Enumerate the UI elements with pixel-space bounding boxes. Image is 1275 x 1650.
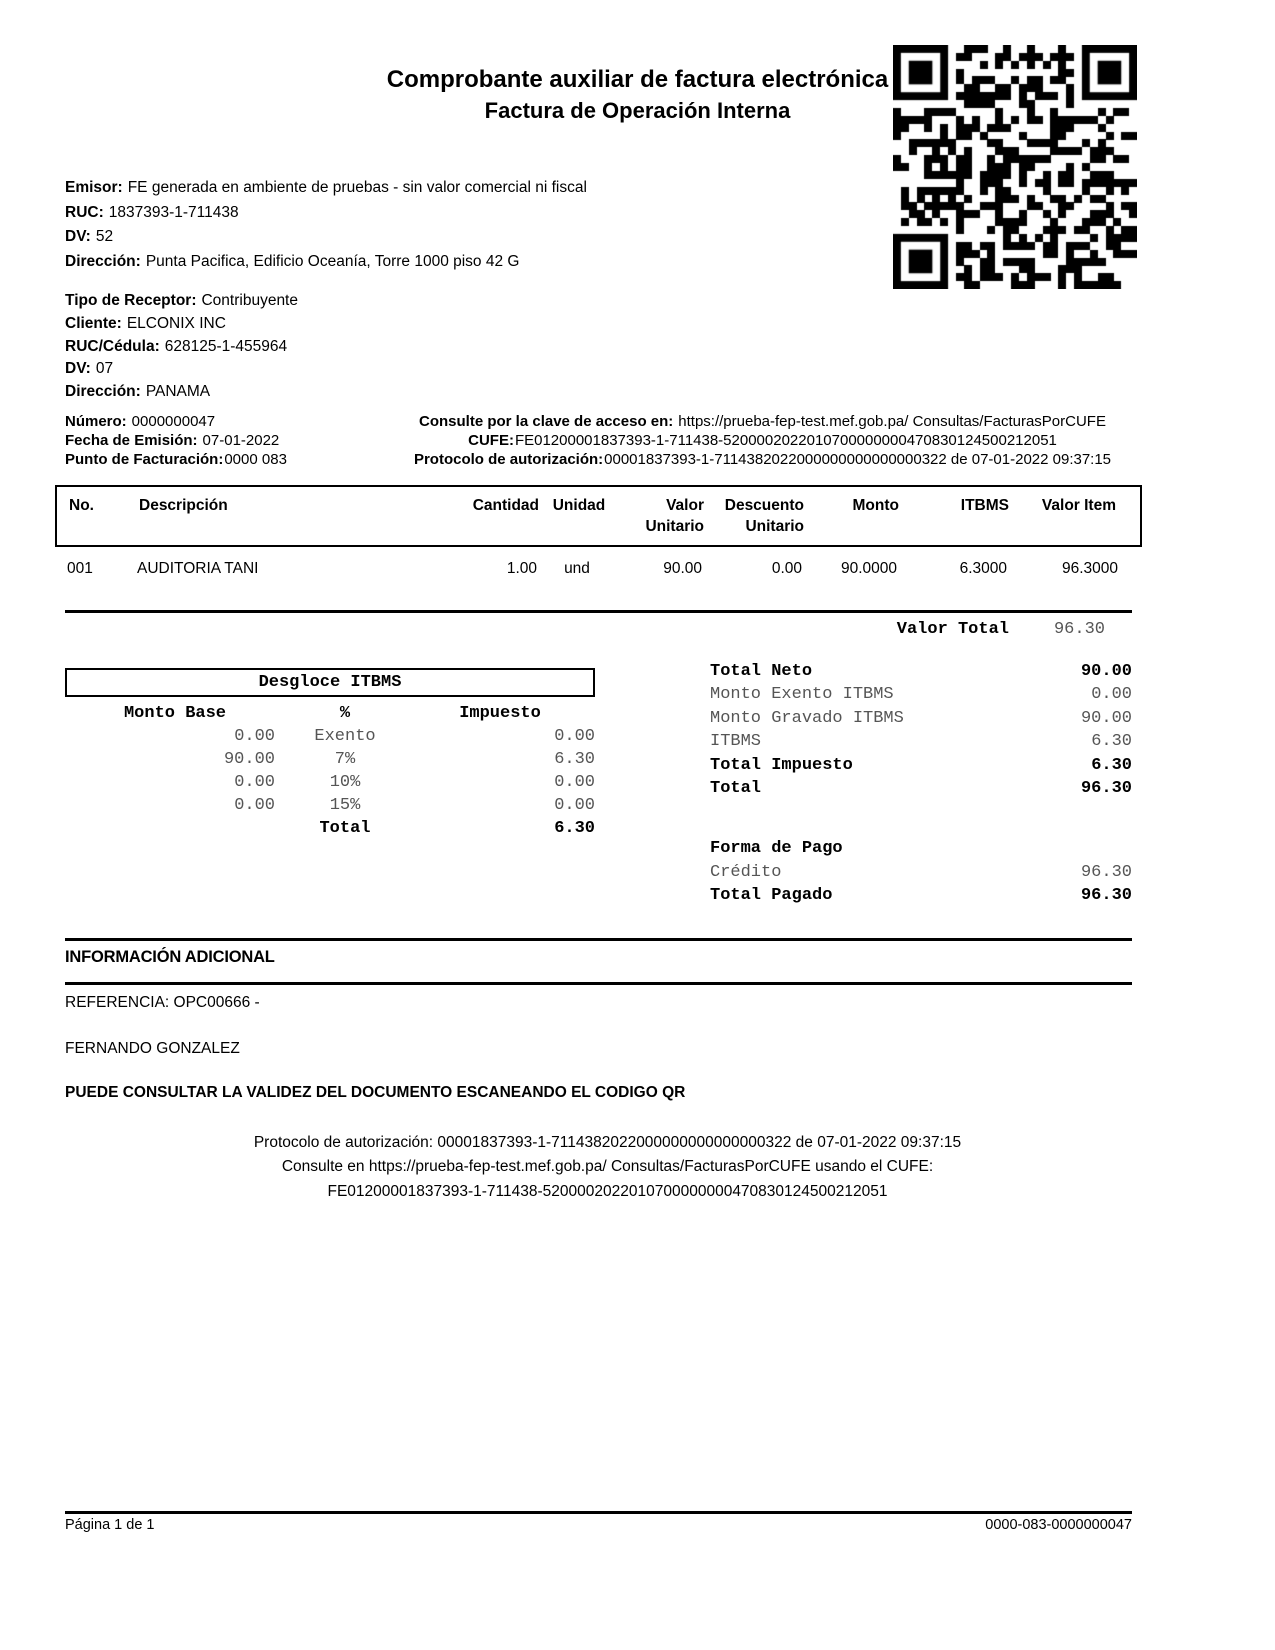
page-number: Página 1 de 1 [65, 1517, 155, 1533]
total-neto-value: 90.00 [1080, 662, 1132, 681]
emisor-line [65, 176, 587, 201]
itbms-row-exento [65, 725, 595, 748]
total-value: 96.30 [1080, 779, 1132, 799]
total-pagado-value: 96.30 [1080, 886, 1132, 906]
cell-monto: 90.0000 [840, 560, 897, 577]
items-table-header [55, 485, 1142, 547]
cufe-label: CUFE: [468, 431, 514, 449]
numero-label: Número: [65, 413, 127, 430]
punto-facturacion-label: Punto de Facturación: [65, 450, 224, 468]
invoice-meta [65, 413, 1145, 469]
totals-block [710, 660, 1132, 908]
itbms-amount-value: 6.30 [1091, 732, 1132, 752]
itbms-amount-label: ITBMS [710, 732, 762, 752]
emisor-direccion-line [65, 250, 587, 275]
total-neto-label: Total Neto [710, 662, 813, 681]
cufe-value: FE01200001837393-1-711438-5200002022010700000000470830124500212051 [514, 431, 1057, 449]
receptor-dv-label: DV: [65, 360, 91, 378]
consulta-line [380, 413, 1145, 432]
r7-pct: 7% [334, 750, 356, 769]
forma-de-pago-header [710, 837, 1132, 860]
header-no: No. [69, 497, 94, 514]
receptor-direccion-line [65, 381, 298, 404]
emisor-dv-line [65, 225, 587, 250]
itbms-row-10 [65, 771, 595, 794]
table-row [55, 560, 1142, 578]
header-unidad: Unidad [552, 497, 606, 514]
cell-cantidad: 1.00 [506, 560, 537, 577]
fecha-emision-label: Fecha de Emisión: [65, 431, 198, 449]
divider-info-bottom [65, 982, 1132, 985]
total-neto-row [710, 660, 1132, 683]
dv-label: DV: [65, 228, 91, 245]
consulta-footer-line: Consulte en https://prueba-fep-test.mef.gob.pa/ Consultas/FacturasPorCUFE usando el CUFE: [281, 1158, 934, 1176]
tipo-receptor-label: Tipo de Receptor: [65, 292, 197, 309]
monto-gravado-row [710, 707, 1132, 730]
cell-descripcion: AUDITORIA TANI [137, 560, 259, 577]
itbms-row-7 [65, 748, 595, 771]
consultation-block [65, 1131, 1150, 1204]
receptor-direccion-label: Dirección: [65, 383, 141, 401]
totals-spacer [710, 800, 1132, 837]
ruc-value: 1837393-1-711438 [108, 203, 239, 221]
header-itbms: ITBMS [960, 497, 1009, 514]
total-impuesto-label: Total Impuesto [710, 755, 853, 775]
r15-pct: 15% [329, 796, 361, 815]
total-impuesto-value: 6.30 [1091, 755, 1132, 775]
header-cantidad: Cantidad [472, 497, 539, 514]
punto-facturacion-value: 0000 083 [224, 450, 287, 468]
referencia-line: REFERENCIA: OPC00666 - [65, 994, 260, 1011]
receptor-block [65, 290, 298, 404]
emisor-ruc-line [65, 201, 587, 226]
header-descuento-unitario: Descuento Unitario [724, 497, 804, 535]
exento-base: 0.00 [234, 727, 275, 746]
divider-items [65, 610, 1132, 613]
credito-row [710, 861, 1132, 884]
monto-exento-value: 0.00 [1091, 685, 1132, 705]
total-row [710, 777, 1132, 800]
cell-valor-unitario: 90.00 [663, 560, 702, 577]
receptor-dv-value: 07 [95, 360, 114, 378]
divider-info-top [65, 938, 1132, 941]
credito-label: Crédito [710, 862, 782, 882]
receptor-ruc-line [65, 336, 298, 359]
itbms-total-value: 6.30 [554, 819, 595, 838]
cell-descuento-unitario: 0.00 [771, 560, 802, 577]
divider-footer [65, 1511, 1132, 1514]
r7-base: 90.00 [223, 750, 275, 769]
numero-line [65, 413, 380, 432]
itbms-row-15 [65, 794, 595, 817]
direccion-label: Dirección: [65, 252, 141, 270]
header-valor-unitario: Valor Unitario [645, 497, 704, 535]
ruc-label: RUC: [65, 203, 104, 221]
emisor-label: Emisor: [65, 179, 123, 196]
r10-impuesto: 0.00 [554, 773, 595, 792]
emisor-block [65, 176, 587, 274]
title-line2: Factura de Operación Interna [484, 98, 791, 123]
customer-name: FERNANDO GONZALEZ [65, 1040, 240, 1057]
monto-exento-row [710, 683, 1132, 706]
total-label: Total [710, 779, 762, 799]
cell-no: 001 [67, 560, 93, 577]
protocolo-footer-line: Protocolo de autorización: 00001837393-1-7114382022000000000000000322 de 07-01-2022 09:37:15 [253, 1134, 962, 1151]
total-pagado-row [710, 884, 1132, 907]
fecha-line [65, 432, 380, 451]
exento-impuesto: 0.00 [554, 727, 595, 746]
receptor-cliente-line [65, 313, 298, 336]
cufe-footer-line: FE01200001837393-1-711438-5200002022010700000000470830124500212051 [327, 1182, 888, 1200]
cell-unidad: und [564, 560, 590, 577]
consulta-url: https://prueba-fep-test.mef.gob.pa/ Consultas/FacturasPorCUFE [678, 413, 1106, 430]
valor-total-line [65, 620, 1105, 639]
protocolo-label: Protocolo de autorización: [413, 450, 604, 468]
document-number: 0000-083-0000000047 [985, 1517, 1132, 1533]
valor-total-label: Valor Total [896, 620, 1009, 639]
cliente-label: Cliente: [65, 314, 122, 332]
header-monto: Monto [852, 497, 899, 514]
col-impuesto: Impuesto [459, 704, 541, 723]
header-descripcion: Descripción [139, 497, 228, 514]
ruc-cedula-value: 628125-1-455964 [164, 337, 288, 355]
cufe-line [380, 432, 1145, 451]
receptor-dv-line [65, 358, 298, 381]
tipo-receptor-value: Contribuyente [201, 292, 298, 309]
cliente-value: ELCONIX INC [126, 314, 226, 332]
itbms-total-row [65, 817, 595, 840]
title-line1: Comprobante auxiliar de factura electrónica [386, 66, 889, 93]
direccion-value: Punta Pacifica, Edificio Oceanía, Torre 1000 piso 42 G [145, 252, 520, 270]
page-footer [65, 1517, 1132, 1533]
itbms-breakdown [65, 668, 595, 840]
r10-pct: 10% [329, 773, 361, 792]
dv-value: 52 [95, 228, 114, 245]
invoice-meta-right [380, 413, 1145, 469]
protocolo-line [380, 451, 1145, 470]
total-pagado-label: Total Pagado [710, 886, 833, 906]
protocolo-value: 00001837393-1-7114382022000000000000000322 de 07-01-2022 09:37:15 [604, 450, 1112, 468]
valor-total-value: 96.30 [1053, 620, 1105, 639]
cell-itbms: 6.3000 [959, 560, 1007, 577]
receptor-tipo-line [65, 290, 298, 313]
cell-valor-item: 96.3000 [1061, 560, 1118, 577]
col-monto-base: Monto Base [123, 704, 227, 723]
itbms-total-label: Total [319, 819, 371, 838]
punto-line [65, 451, 380, 470]
consulta-label: Consulte por la clave de acceso en: [419, 413, 674, 430]
credito-value: 96.30 [1080, 862, 1132, 882]
exento-pct: Exento [314, 727, 376, 746]
emisor-value: FE generada en ambiente de pruebas - sin valor comercial ni fiscal [127, 179, 587, 196]
itbms-breakdown-header [65, 702, 595, 725]
itbms-breakdown-title: Desgloce ITBMS [65, 668, 595, 697]
monto-exento-label: Monto Exento ITBMS [710, 685, 894, 705]
fecha-emision-value: 07-01-2022 [202, 431, 280, 449]
r15-base: 0.00 [234, 796, 275, 815]
r15-impuesto: 0.00 [554, 796, 595, 815]
ruc-cedula-label: RUC/Cédula: [65, 337, 160, 355]
monto-gravado-value: 90.00 [1080, 708, 1132, 728]
r10-base: 0.00 [234, 773, 275, 792]
forma-de-pago-label: Forma de Pago [710, 839, 843, 859]
col-porcentaje: % [339, 704, 351, 723]
monto-gravado-label: Monto Gravado ITBMS [710, 708, 904, 728]
header-valor-item: Valor Item [1041, 497, 1116, 514]
receptor-direccion-value: PANAMA [145, 383, 211, 401]
qr-code [893, 45, 1137, 289]
total-impuesto-row [710, 754, 1132, 777]
itbms-amount-row [710, 730, 1132, 753]
info-adicional-title: INFORMACIÓN ADICIONAL [65, 948, 275, 966]
invoice-meta-left [65, 413, 380, 469]
r7-impuesto: 6.30 [554, 750, 595, 769]
qr-validity-notice: PUEDE CONSULTAR LA VALIDEZ DEL DOCUMENTO ESCANEANDO EL CODIGO QR [65, 1084, 686, 1101]
numero-value: 0000000047 [131, 413, 216, 430]
